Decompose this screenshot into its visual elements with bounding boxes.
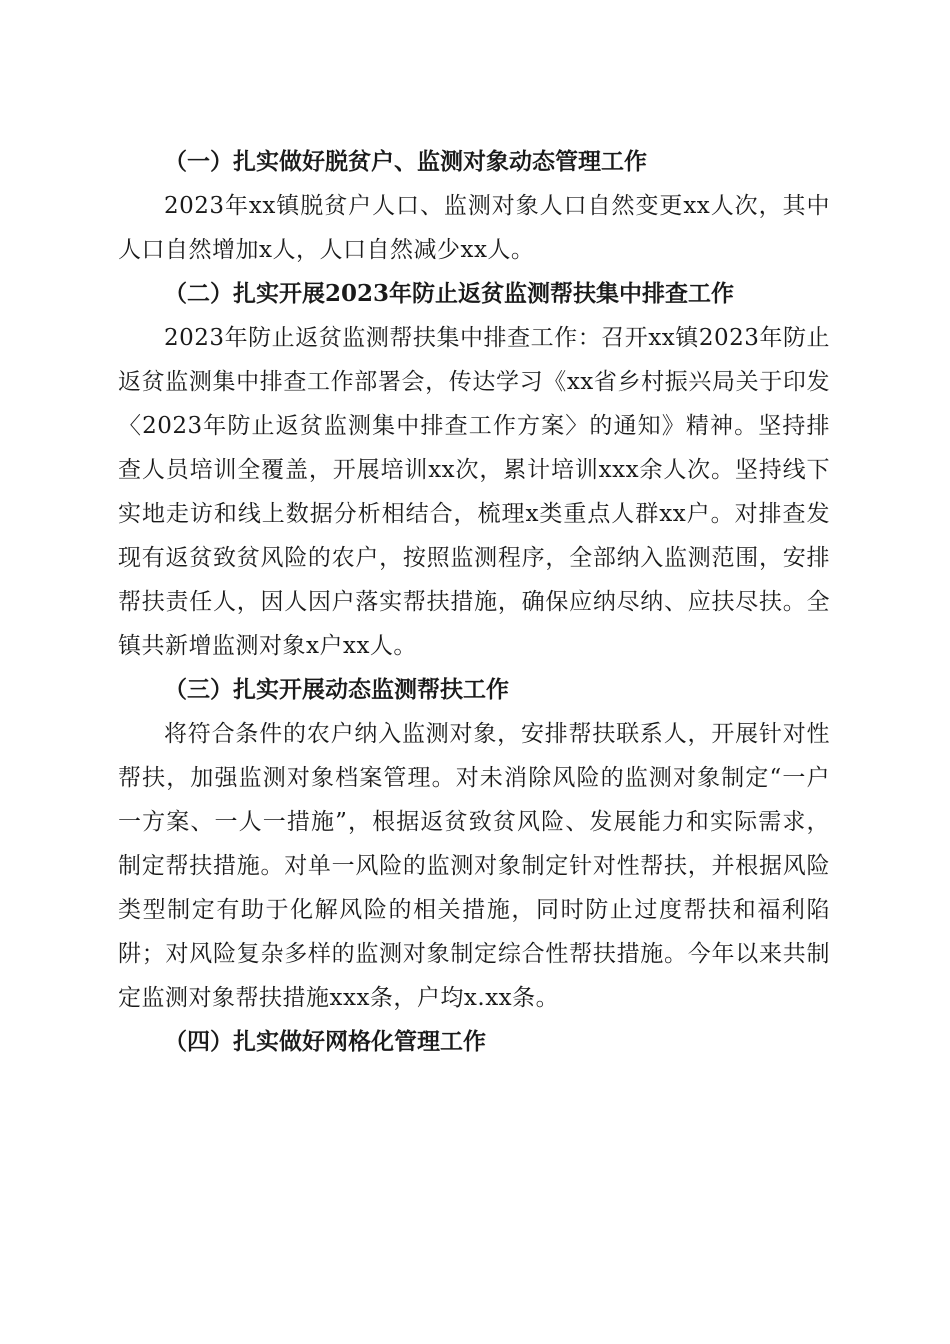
section-4-heading: （四）扎实做好网格化管理工作 xyxy=(164,1028,486,1055)
section-2-heading: （二）扎实开展2023年防止返贫监测帮扶集中排查工作 xyxy=(164,280,735,307)
document-body xyxy=(118,140,830,1064)
section-3-heading: （三）扎实开展动态监测帮扶工作 xyxy=(164,676,509,703)
section-2-paragraph: 2023年防止返贫监测帮扶集中排查工作：召开xx镇2023年防止返贫监测集中排查工作部署会，传达学习《xx省乡村振兴局关于印发〈2023年防止返贫监测集中排查工作方案〉的通知》精神。坚持排查人员培训全覆盖，开展培训xx次，累计培训xxx余人次。坚持线下实地走访和线上数据分析相结合，梳理x类重点人群xx户。对排查发现有返贫致贫风险的农户，按照监测程序，全部纳入监测范围，安排帮扶责任人，因人因户落实帮扶措施，确保应纳尽纳、应扶尽扶。全镇共新增监测对象x户xx人。 xyxy=(118,325,830,659)
section-1-paragraph: 2023年xx镇脱贫户人口、监测对象人口自然变更xx人次，其中人口自然增加x人，人口自然减少xx人。 xyxy=(118,193,830,263)
section-1-heading: （一）扎实做好脱贫户、监测对象动态管理工作 xyxy=(164,148,647,175)
section-3-paragraph: 将符合条件的农户纳入监测对象，安排帮扶联系人，开展针对性帮扶，加强监测对象档案管理。对未消除风险的监测对象制定“一户一方案、一人一措施”，根据返贫致贫风险、发展能力和实际需求，制定帮扶措施。对单一风险的监测对象制定针对性帮扶，并根据风险类型制定有助于化解风险的相关措施，同时防止过度帮扶和福利陷阱；对风险复杂多样的监测对象制定综合性帮扶措施。今年以来共制定监测对象帮扶措施xxx条，户均x.xx条。 xyxy=(118,721,830,1011)
